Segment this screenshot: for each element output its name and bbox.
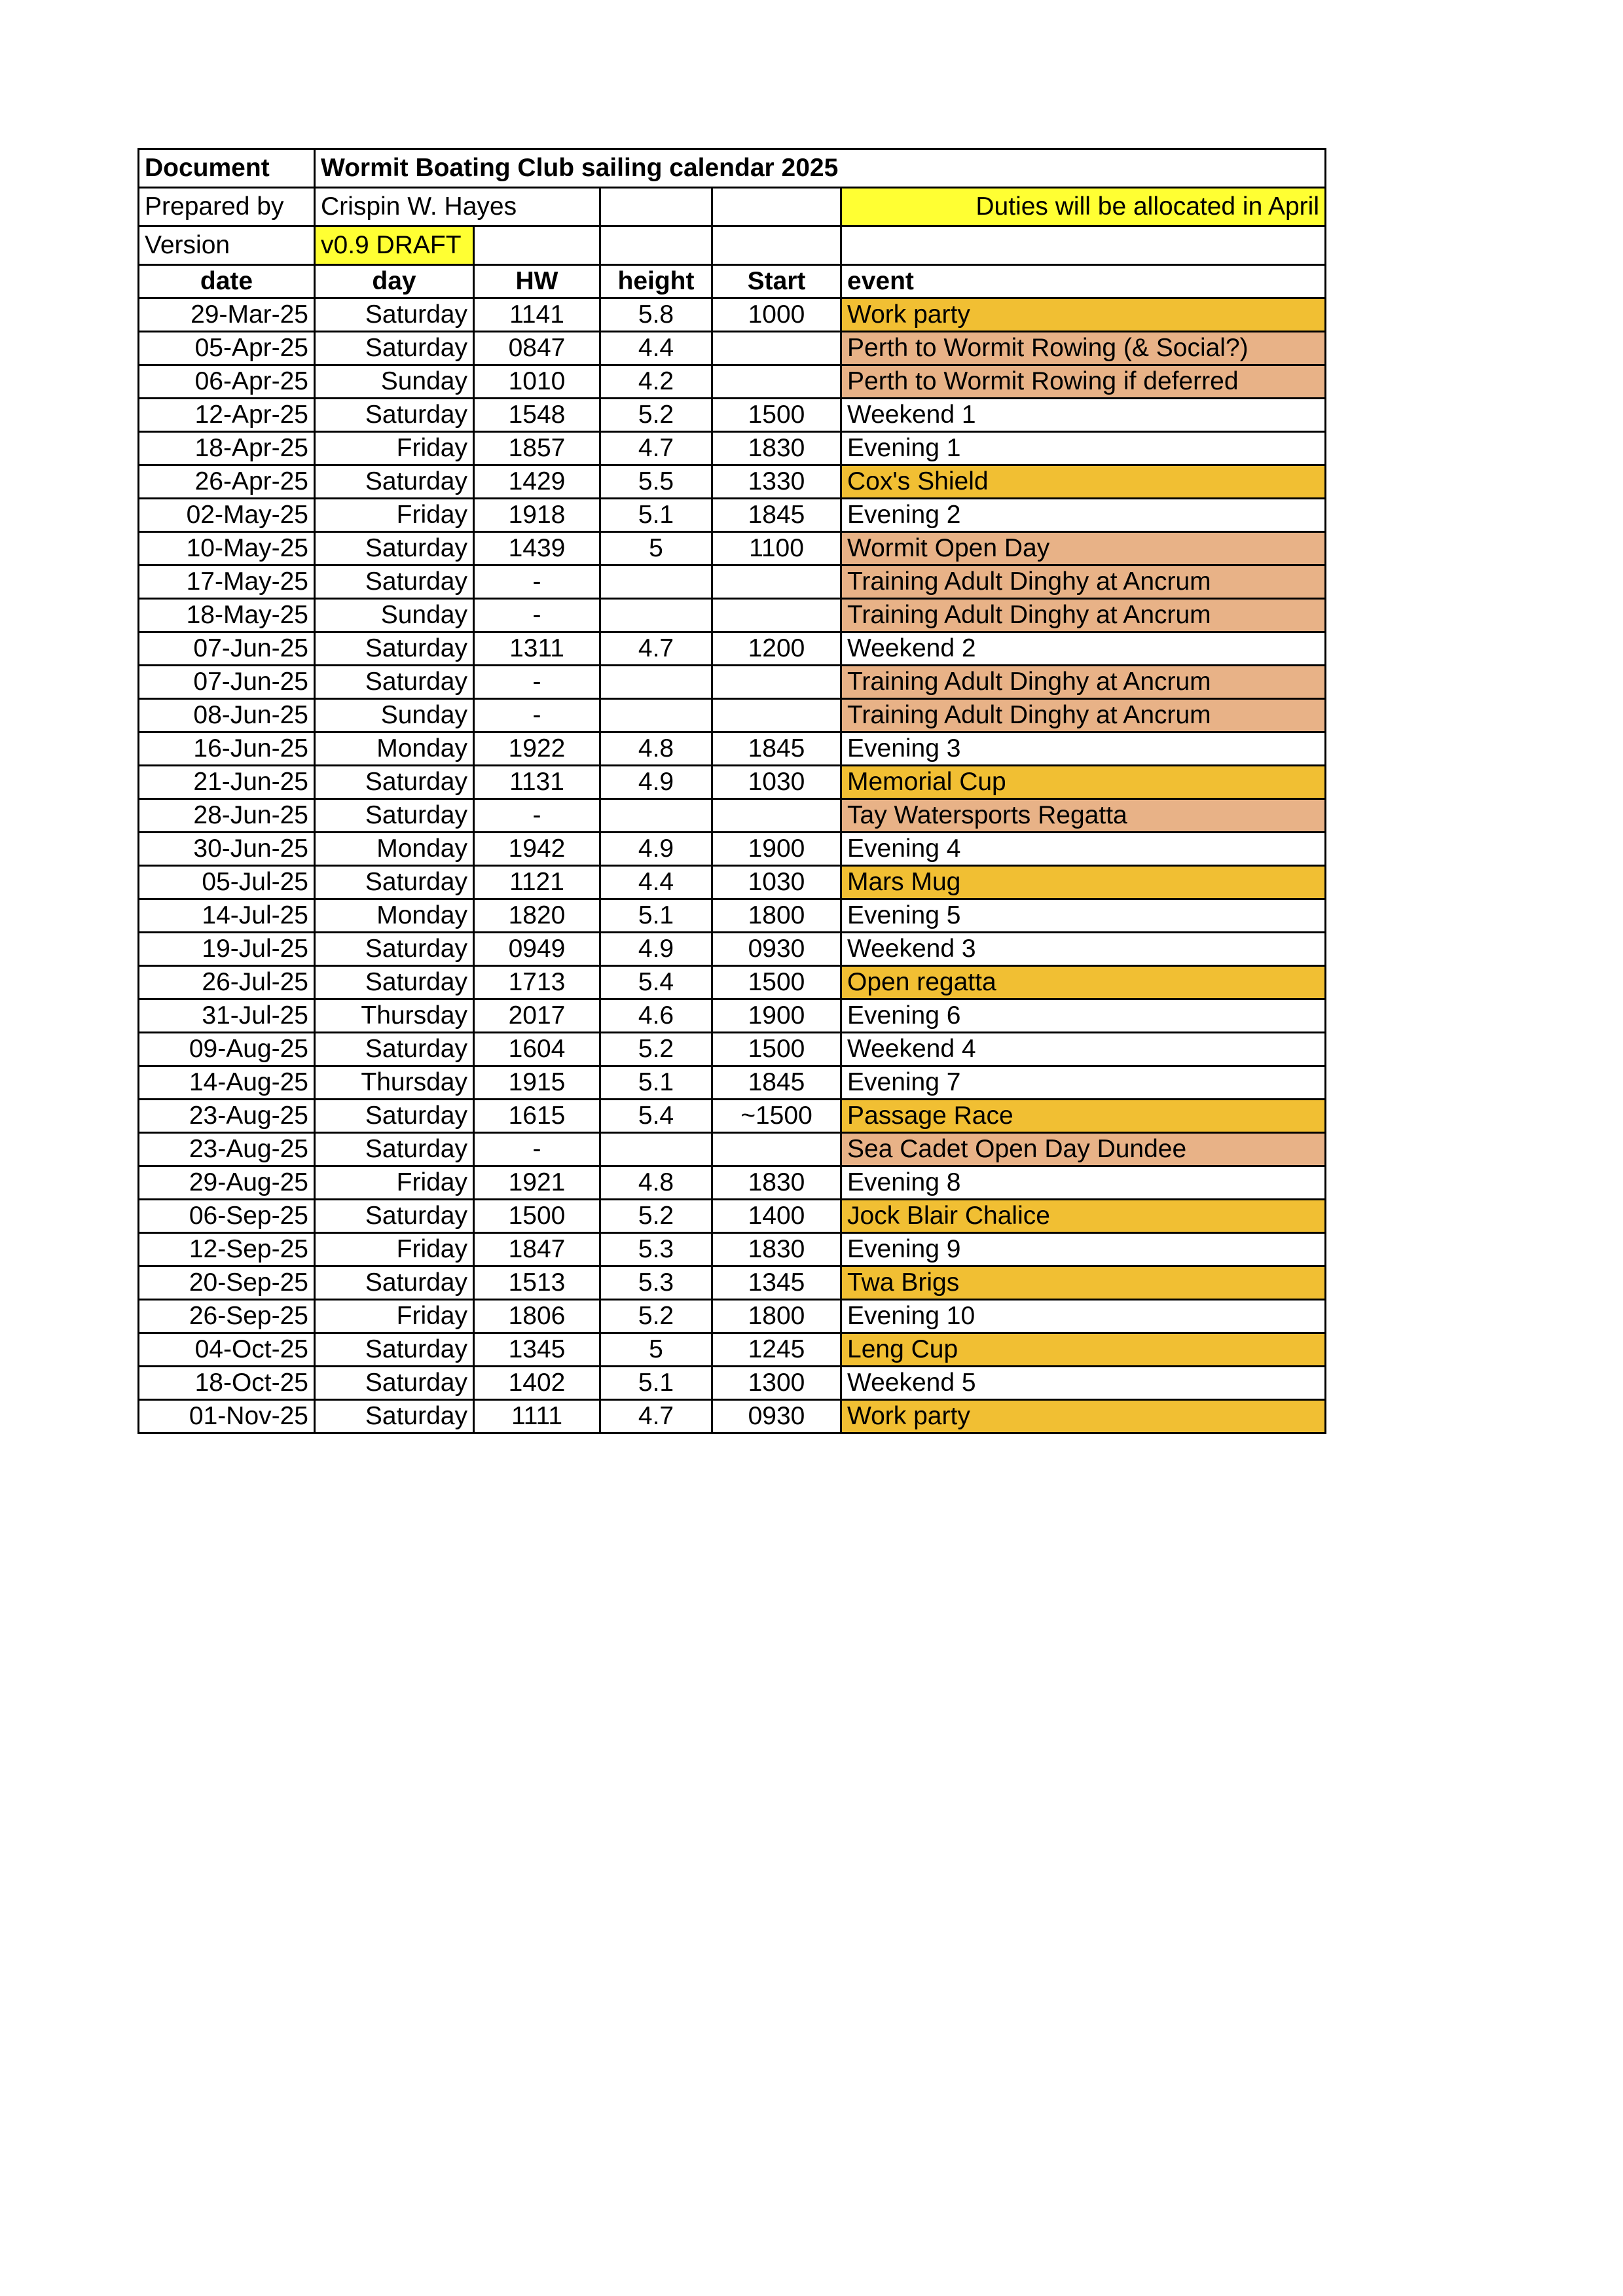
empty-cell: [600, 188, 712, 226]
date-cell: 17-May-25: [139, 565, 315, 599]
hw-cell: -: [474, 799, 600, 833]
day-cell: Monday: [315, 833, 474, 866]
start-cell: 1030: [712, 866, 841, 899]
event-cell: Evening 7: [841, 1066, 1326, 1100]
start-cell: [712, 1133, 841, 1166]
height-cell: [600, 565, 712, 599]
event-cell: Evening 3: [841, 732, 1326, 766]
height-cell: 5.2: [600, 1300, 712, 1333]
start-cell: 1900: [712, 833, 841, 866]
height-cell: 4.8: [600, 732, 712, 766]
date-cell: 29-Aug-25: [139, 1166, 315, 1200]
day-cell: Sunday: [315, 699, 474, 732]
height-cell: 5.3: [600, 1266, 712, 1300]
hw-cell: 1500: [474, 1200, 600, 1233]
event-cell: Open regatta: [841, 966, 1326, 999]
document-title: Wormit Boating Club sailing calendar 2025: [315, 149, 1326, 188]
date-cell: 01-Nov-25: [139, 1400, 315, 1433]
day-cell: Saturday: [315, 399, 474, 432]
hw-cell: 1806: [474, 1300, 600, 1333]
hw-cell: 1439: [474, 532, 600, 565]
table-row: [139, 332, 1326, 365]
event-cell: Evening 5: [841, 899, 1326, 933]
date-cell: 19-Jul-25: [139, 933, 315, 966]
table-row: [139, 532, 1326, 565]
day-cell: Monday: [315, 899, 474, 933]
height-cell: 4.4: [600, 332, 712, 365]
day-cell: Saturday: [315, 933, 474, 966]
date-cell: 12-Sep-25: [139, 1233, 315, 1266]
start-cell: [712, 599, 841, 632]
event-cell: Training Adult Dinghy at Ancrum: [841, 699, 1326, 732]
hw-cell: 1857: [474, 432, 600, 465]
date-cell: 02-May-25: [139, 499, 315, 532]
start-cell: 1030: [712, 766, 841, 799]
event-cell: Weekend 4: [841, 1033, 1326, 1066]
date-cell: 21-Jun-25: [139, 766, 315, 799]
start-cell: 1345: [712, 1266, 841, 1300]
day-cell: Saturday: [315, 1333, 474, 1367]
date-cell: 08-Jun-25: [139, 699, 315, 732]
date-cell: 12-Apr-25: [139, 399, 315, 432]
start-cell: 1300: [712, 1367, 841, 1400]
start-cell: 1845: [712, 1066, 841, 1100]
date-cell: 18-Apr-25: [139, 432, 315, 465]
hw-cell: 1713: [474, 966, 600, 999]
hw-cell: 1820: [474, 899, 600, 933]
height-cell: 5.5: [600, 465, 712, 499]
prepared-by-label: Prepared by: [139, 188, 315, 226]
height-cell: 5.2: [600, 399, 712, 432]
version-value: v0.9 DRAFT: [315, 226, 474, 265]
day-cell: Saturday: [315, 1033, 474, 1066]
height-cell: 4.4: [600, 866, 712, 899]
event-cell: Evening 4: [841, 833, 1326, 866]
height-cell: 4.7: [600, 632, 712, 666]
day-cell: Saturday: [315, 332, 474, 365]
height-cell: 5.1: [600, 1367, 712, 1400]
start-cell: [712, 332, 841, 365]
document-row: [139, 149, 1326, 188]
hw-cell: 0847: [474, 332, 600, 365]
hw-cell: 1921: [474, 1166, 600, 1200]
event-cell: Training Adult Dinghy at Ancrum: [841, 599, 1326, 632]
event-cell: Leng Cup: [841, 1333, 1326, 1367]
column-header-date: date: [139, 265, 315, 298]
table-row: [139, 933, 1326, 966]
height-cell: 4.7: [600, 432, 712, 465]
hw-cell: 1922: [474, 732, 600, 766]
table-row: [139, 1133, 1326, 1166]
event-cell: Wormit Open Day: [841, 532, 1326, 565]
start-cell: 1245: [712, 1333, 841, 1367]
table-row: [139, 1066, 1326, 1100]
event-cell: Perth to Wormit Rowing if deferred: [841, 365, 1326, 399]
day-cell: Saturday: [315, 1133, 474, 1166]
hw-cell: 1429: [474, 465, 600, 499]
date-cell: 26-Apr-25: [139, 465, 315, 499]
start-cell: 1000: [712, 298, 841, 332]
table-row: [139, 1033, 1326, 1066]
hw-cell: 2017: [474, 999, 600, 1033]
height-cell: 5.1: [600, 899, 712, 933]
date-cell: 23-Aug-25: [139, 1100, 315, 1133]
duties-note: Duties will be allocated in April: [841, 188, 1326, 226]
hw-cell: 1918: [474, 499, 600, 532]
hw-cell: 1604: [474, 1033, 600, 1066]
table-row: [139, 666, 1326, 699]
event-cell: Tay Watersports Regatta: [841, 799, 1326, 833]
date-cell: 28-Jun-25: [139, 799, 315, 833]
day-cell: Saturday: [315, 1200, 474, 1233]
day-cell: Saturday: [315, 1100, 474, 1133]
table-row: [139, 1367, 1326, 1400]
day-cell: Saturday: [315, 866, 474, 899]
table-row: [139, 599, 1326, 632]
start-cell: [712, 666, 841, 699]
start-cell: 1900: [712, 999, 841, 1033]
table-row: [139, 699, 1326, 732]
table-row: [139, 1266, 1326, 1300]
start-cell: 0930: [712, 933, 841, 966]
date-cell: 20-Sep-25: [139, 1266, 315, 1300]
hw-cell: 1345: [474, 1333, 600, 1367]
day-cell: Saturday: [315, 1266, 474, 1300]
table-row: [139, 298, 1326, 332]
hw-cell: -: [474, 1133, 600, 1166]
hw-cell: 1548: [474, 399, 600, 432]
day-cell: Thursday: [315, 1066, 474, 1100]
date-cell: 29-Mar-25: [139, 298, 315, 332]
event-cell: Weekend 1: [841, 399, 1326, 432]
day-cell: Saturday: [315, 565, 474, 599]
height-cell: 4.9: [600, 933, 712, 966]
hw-cell: 1121: [474, 866, 600, 899]
height-cell: 5: [600, 1333, 712, 1367]
start-cell: [712, 565, 841, 599]
table-row: [139, 833, 1326, 866]
document-label: Document: [139, 149, 315, 188]
date-cell: 04-Oct-25: [139, 1333, 315, 1367]
version-row: [139, 226, 1326, 265]
column-header-hw: HW: [474, 265, 600, 298]
table-row: [139, 1233, 1326, 1266]
table-row: [139, 866, 1326, 899]
start-cell: 1830: [712, 432, 841, 465]
table-row: [139, 732, 1326, 766]
event-cell: Evening 6: [841, 999, 1326, 1033]
height-cell: 5.8: [600, 298, 712, 332]
hw-cell: 1513: [474, 1266, 600, 1300]
height-cell: 5.1: [600, 499, 712, 532]
hw-cell: 1141: [474, 298, 600, 332]
height-cell: [600, 599, 712, 632]
table-row: [139, 1300, 1326, 1333]
hw-cell: 1847: [474, 1233, 600, 1266]
date-cell: 09-Aug-25: [139, 1033, 315, 1066]
height-cell: 5.2: [600, 1033, 712, 1066]
column-header-height: height: [600, 265, 712, 298]
height-cell: 5.4: [600, 966, 712, 999]
event-cell: Work party: [841, 298, 1326, 332]
height-cell: 5.2: [600, 1200, 712, 1233]
height-cell: 4.7: [600, 1400, 712, 1433]
column-header-day: day: [315, 265, 474, 298]
day-cell: Saturday: [315, 966, 474, 999]
start-cell: 1830: [712, 1233, 841, 1266]
table-row: [139, 1100, 1326, 1133]
table-row: [139, 966, 1326, 999]
day-cell: Saturday: [315, 766, 474, 799]
date-cell: 05-Jul-25: [139, 866, 315, 899]
date-cell: 18-Oct-25: [139, 1367, 315, 1400]
prepared-by-value: Crispin W. Hayes: [315, 188, 600, 226]
day-cell: Saturday: [315, 465, 474, 499]
day-cell: Sunday: [315, 365, 474, 399]
date-cell: 26-Jul-25: [139, 966, 315, 999]
hw-cell: 1010: [474, 365, 600, 399]
day-cell: Sunday: [315, 599, 474, 632]
table-row: [139, 632, 1326, 666]
table-row: [139, 432, 1326, 465]
day-cell: Friday: [315, 432, 474, 465]
height-cell: 4.8: [600, 1166, 712, 1200]
hw-cell: 1915: [474, 1066, 600, 1100]
day-cell: Saturday: [315, 1400, 474, 1433]
day-cell: Saturday: [315, 799, 474, 833]
date-cell: 06-Apr-25: [139, 365, 315, 399]
event-cell: Weekend 2: [841, 632, 1326, 666]
hw-cell: -: [474, 565, 600, 599]
prepared-by-row: [139, 188, 1326, 226]
height-cell: 4.2: [600, 365, 712, 399]
start-cell: 1200: [712, 632, 841, 666]
height-cell: 4.9: [600, 833, 712, 866]
start-cell: 1330: [712, 465, 841, 499]
event-cell: Mars Mug: [841, 866, 1326, 899]
start-cell: 1800: [712, 899, 841, 933]
event-cell: Evening 1: [841, 432, 1326, 465]
event-cell: Evening 9: [841, 1233, 1326, 1266]
height-cell: 5.3: [600, 1233, 712, 1266]
event-cell: Jock Blair Chalice: [841, 1200, 1326, 1233]
table-row: [139, 1200, 1326, 1233]
table-row: [139, 1400, 1326, 1433]
hw-cell: 1942: [474, 833, 600, 866]
hw-cell: 1402: [474, 1367, 600, 1400]
date-cell: 26-Sep-25: [139, 1300, 315, 1333]
empty-cell: [712, 226, 841, 265]
table-row: [139, 399, 1326, 432]
day-cell: Saturday: [315, 632, 474, 666]
date-cell: 16-Jun-25: [139, 732, 315, 766]
date-cell: 06-Sep-25: [139, 1200, 315, 1233]
height-cell: [600, 666, 712, 699]
event-cell: Weekend 5: [841, 1367, 1326, 1400]
empty-cell: [600, 226, 712, 265]
hw-cell: 1311: [474, 632, 600, 666]
event-cell: Perth to Wormit Rowing (& Social?): [841, 332, 1326, 365]
day-cell: Saturday: [315, 1367, 474, 1400]
table-row: [139, 766, 1326, 799]
date-cell: 07-Jun-25: [139, 666, 315, 699]
date-cell: 30-Jun-25: [139, 833, 315, 866]
date-cell: 18-May-25: [139, 599, 315, 632]
table-row: [139, 899, 1326, 933]
sailing-calendar-table: [137, 148, 1326, 1434]
hw-cell: 1131: [474, 766, 600, 799]
day-cell: Friday: [315, 1300, 474, 1333]
event-cell: Evening 2: [841, 499, 1326, 532]
table-row: [139, 1333, 1326, 1367]
height-cell: 4.6: [600, 999, 712, 1033]
day-cell: Saturday: [315, 532, 474, 565]
height-cell: [600, 799, 712, 833]
height-cell: [600, 1133, 712, 1166]
event-cell: Training Adult Dinghy at Ancrum: [841, 666, 1326, 699]
empty-cell: [841, 226, 1326, 265]
event-cell: Training Adult Dinghy at Ancrum: [841, 565, 1326, 599]
hw-cell: -: [474, 666, 600, 699]
height-cell: 5.4: [600, 1100, 712, 1133]
day-cell: Friday: [315, 1166, 474, 1200]
empty-cell: [474, 226, 600, 265]
hw-cell: -: [474, 699, 600, 732]
event-cell: Work party: [841, 1400, 1326, 1433]
column-header-event: event: [841, 265, 1326, 298]
hw-cell: 1111: [474, 1400, 600, 1433]
date-cell: 10-May-25: [139, 532, 315, 565]
column-header-row: [139, 265, 1326, 298]
start-cell: 1830: [712, 1166, 841, 1200]
day-cell: Friday: [315, 499, 474, 532]
start-cell: [712, 365, 841, 399]
start-cell: 1845: [712, 732, 841, 766]
version-label: Version: [139, 226, 315, 265]
event-cell: Evening 8: [841, 1166, 1326, 1200]
hw-cell: 0949: [474, 933, 600, 966]
day-cell: Saturday: [315, 666, 474, 699]
event-cell: Evening 10: [841, 1300, 1326, 1333]
start-cell: 1845: [712, 499, 841, 532]
table-row: [139, 365, 1326, 399]
height-cell: 4.9: [600, 766, 712, 799]
day-cell: Saturday: [315, 298, 474, 332]
start-cell: [712, 699, 841, 732]
start-cell: 1500: [712, 966, 841, 999]
event-cell: Cox's Shield: [841, 465, 1326, 499]
event-cell: Weekend 3: [841, 933, 1326, 966]
event-cell: Sea Cadet Open Day Dundee: [841, 1133, 1326, 1166]
date-cell: 23-Aug-25: [139, 1133, 315, 1166]
day-cell: Monday: [315, 732, 474, 766]
start-cell: [712, 799, 841, 833]
start-cell: 0930: [712, 1400, 841, 1433]
table-row: [139, 799, 1326, 833]
day-cell: Friday: [315, 1233, 474, 1266]
height-cell: 5.1: [600, 1066, 712, 1100]
height-cell: 5: [600, 532, 712, 565]
hw-cell: 1615: [474, 1100, 600, 1133]
event-cell: Twa Brigs: [841, 1266, 1326, 1300]
start-cell: 1800: [712, 1300, 841, 1333]
column-header-start: Start: [712, 265, 841, 298]
table-row: [139, 465, 1326, 499]
height-cell: [600, 699, 712, 732]
start-cell: 1500: [712, 1033, 841, 1066]
date-cell: 05-Apr-25: [139, 332, 315, 365]
start-cell: 1500: [712, 399, 841, 432]
day-cell: Thursday: [315, 999, 474, 1033]
start-cell: ~1500: [712, 1100, 841, 1133]
empty-cell: [712, 188, 841, 226]
date-cell: 07-Jun-25: [139, 632, 315, 666]
hw-cell: -: [474, 599, 600, 632]
table-row: [139, 1166, 1326, 1200]
event-cell: Memorial Cup: [841, 766, 1326, 799]
event-cell: Passage Race: [841, 1100, 1326, 1133]
date-cell: 14-Aug-25: [139, 1066, 315, 1100]
table-row: [139, 565, 1326, 599]
start-cell: 1400: [712, 1200, 841, 1233]
table-row: [139, 499, 1326, 532]
date-cell: 14-Jul-25: [139, 899, 315, 933]
table-row: [139, 999, 1326, 1033]
date-cell: 31-Jul-25: [139, 999, 315, 1033]
start-cell: 1100: [712, 532, 841, 565]
